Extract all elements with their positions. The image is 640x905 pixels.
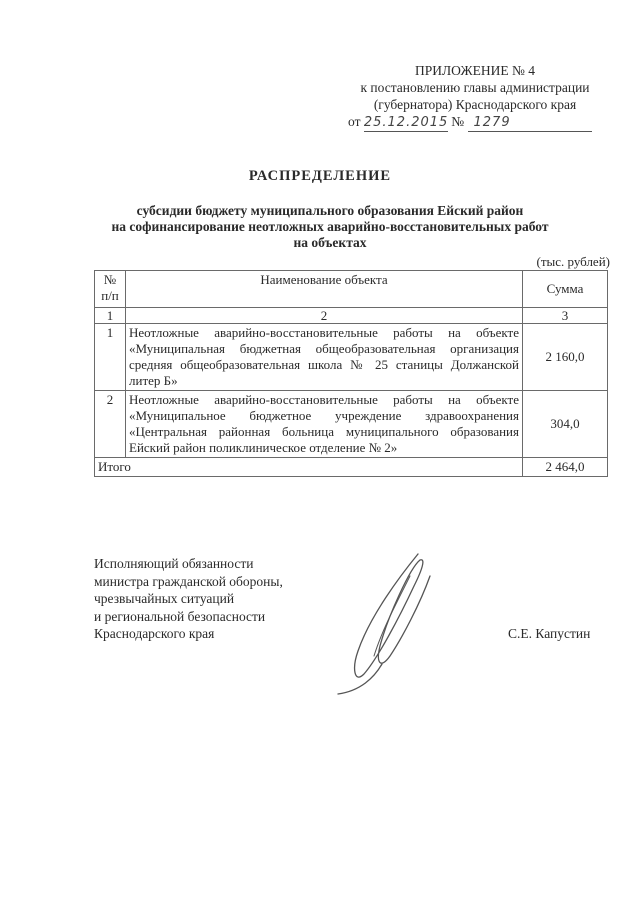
handwritten-number: 1279 — [468, 114, 592, 132]
handwritten-date: 25.12.2015 — [363, 115, 449, 130]
row-sum: 2 160,0 — [523, 324, 608, 391]
signer-line-4: и региональной безопасности — [94, 608, 266, 624]
total-label: Итого — [95, 458, 523, 477]
row-sum: 304,0 — [523, 391, 608, 458]
row-name: Неотложные аварийно-восстановительные работы на объекте «Муниципальное бюджетное учреждение здравоохранения «Центральная районная больница муниципального образования Ейский район поликлиническое отделение № 2» — [126, 391, 523, 458]
document-subtitle — [60, 203, 600, 251]
index-name: 2 — [126, 308, 523, 324]
appendix-block — [340, 62, 610, 132]
appendix-line-2: (губернатора) Краснодарского края — [373, 97, 577, 112]
signer-line-1: Исполняющий обязанности — [94, 556, 254, 571]
signer-line-3: чрезвычайных ситуаций — [94, 591, 235, 606]
subtitle-line-2: на софинансирование неотложных аварийно-восстановительных работ — [111, 219, 549, 234]
table-row — [95, 324, 608, 391]
appendix-date-line — [340, 113, 610, 132]
row-num: 1 — [95, 324, 126, 391]
handwritten-signature — [330, 546, 480, 696]
header-name: Наименование объекта — [126, 271, 523, 308]
document-title: РАСПРЕДЕЛЕНИЕ — [248, 168, 392, 184]
appendix-title: ПРИЛОЖЕНИЕ № 4 — [414, 63, 536, 78]
subtitle-line-1: субсидии бюджету муниципального образования Ейский район — [136, 203, 524, 218]
table-index-row — [95, 308, 608, 324]
signer-line-5: Краснодарского края — [94, 626, 215, 641]
units-label: (тыс. рублей) — [536, 254, 610, 269]
header-num: № п/п — [95, 271, 126, 308]
appendix-line-1: к постановлению главы администрации — [360, 80, 590, 95]
table-row — [95, 391, 608, 458]
subtitle-line-3: на объектах — [293, 235, 367, 250]
table-header-row — [95, 271, 608, 308]
signer-position — [94, 555, 283, 643]
total-sum: 2 464,0 — [523, 458, 608, 477]
row-num: 2 — [95, 391, 126, 458]
table-total-row — [95, 458, 608, 477]
signer-name: С.Е. Капустин — [508, 626, 591, 641]
index-sum: 3 — [523, 308, 608, 324]
index-num: 1 — [95, 308, 126, 324]
date-prefix: от — [348, 114, 361, 129]
header-sum: Сумма — [523, 271, 608, 308]
distribution-table — [94, 270, 608, 477]
number-prefix: № — [451, 114, 465, 129]
signer-line-2: министра гражданской обороны, — [94, 573, 283, 589]
row-name: Неотложные аварийно-восстановительные работы на объекте «Муниципальная бюджетная общеобразовательная организация средняя общеобразовательная школа № 25 станицы Должанской литер Б» — [126, 324, 523, 391]
